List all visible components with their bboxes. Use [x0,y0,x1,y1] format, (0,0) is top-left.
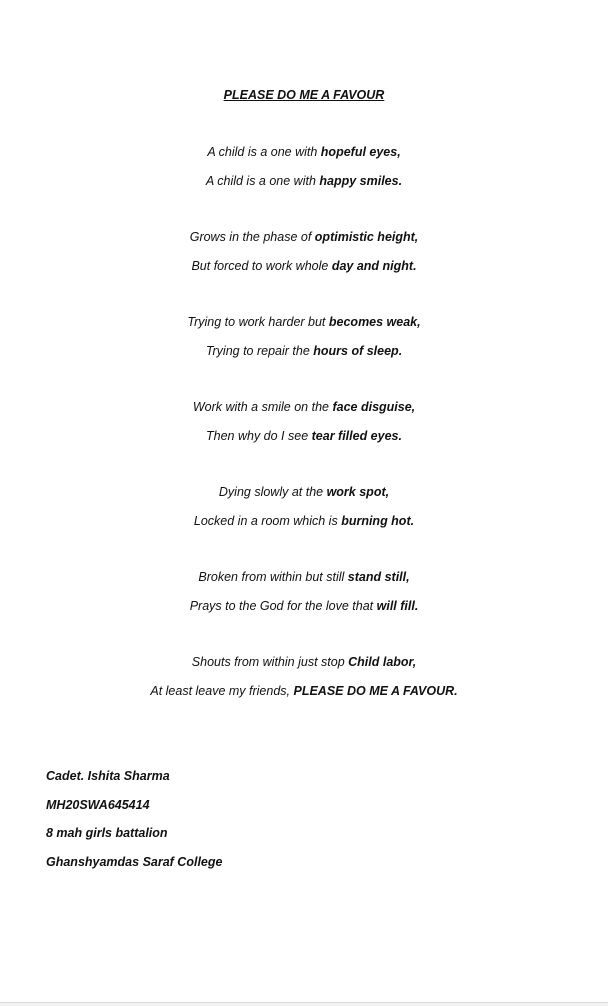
signature-college: Ghanshyamdas Saraf College [46,854,223,869]
poem-line: Work with a smile on the face disguise, [192,400,416,414]
poem-line: Trying to work harder but becomes weak, [187,315,421,329]
signature-unit: 8 mah girls battalion [46,826,168,840]
poem-line: Shouts from within just stop Child labor, [191,655,417,669]
poem-line: Trying to repair the hours of sleep. [205,343,403,358]
poem-body [0,143,608,738]
poem-line: A child is a one with hopeful eyes, [207,145,401,159]
poem-line: Then why do I see tear filled eyes. [206,428,402,443]
stanza-7 [0,653,608,738]
poem-line: Locked in a room which is burning hot. [193,513,415,528]
poem-line: Prays to the God for the love that will fill. [189,598,419,613]
poem-line: A child is a one with happy smiles. [205,173,403,188]
poem-line: Grows in the phase of optimistic height, [189,230,419,244]
poem-line: Broken from within but still stand still, [198,570,410,584]
poem-line: But forced to work whole day and night. [191,258,417,273]
poem-line: Dying slowly at the work spot, [218,485,390,499]
stanza-3 [0,313,608,398]
signature-id: MH20SWA645414 [46,797,150,812]
stanza-2 [0,228,608,313]
signature-block [46,767,222,881]
poem-line: At least leave my friends, PLEASE DO ME A FAVOUR. [150,683,458,698]
stanza-6 [0,568,608,653]
stanza-4 [0,398,608,483]
poem-title: PLEASE DO ME A FAVOUR [223,88,385,102]
stanza-5 [0,483,608,568]
stanza-1 [0,143,608,228]
signature-name: Cadet. Ishita Sharma [46,769,170,783]
